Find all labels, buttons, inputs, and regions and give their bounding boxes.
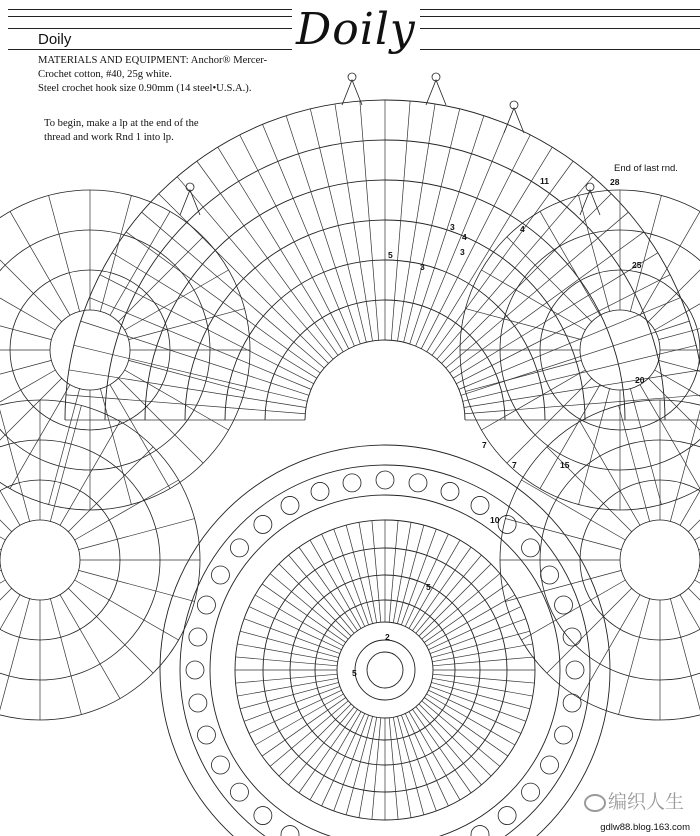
stitch-line	[670, 599, 700, 715]
end-of-round-note: End of last rnd.	[614, 163, 678, 174]
stitch-line	[69, 370, 306, 408]
round-number-label: 7	[482, 440, 487, 450]
picot-loop	[211, 756, 229, 774]
stitch-line	[359, 522, 377, 622]
stitch-line	[424, 698, 508, 757]
stitch-line	[619, 599, 650, 715]
picot-loop	[498, 515, 516, 533]
stitch-line	[427, 147, 552, 352]
materials-line: Steel crochet hook size 0.90mm (14 steel•U.S.A.).	[38, 83, 252, 94]
watermark-text: 编织人生	[607, 791, 684, 813]
round-number-label: 4	[462, 232, 467, 242]
pineapple-tip	[426, 80, 446, 105]
picot-loop	[197, 726, 215, 744]
picot-loop	[522, 783, 540, 801]
stitch-line	[421, 135, 530, 349]
round-number-label: 15	[560, 460, 570, 470]
stitch-line	[270, 574, 348, 640]
stitch-line	[335, 104, 373, 341]
picot-loop	[189, 694, 207, 712]
round-number-label: 3	[450, 222, 455, 232]
stitch-line	[255, 595, 343, 646]
stitch-line	[619, 405, 650, 521]
materials-text	[38, 54, 328, 96]
picot-loop	[566, 661, 584, 679]
stitch-line	[129, 309, 245, 340]
round-number-label: 11	[540, 176, 549, 186]
stitch-line	[240, 135, 349, 349]
stitch-line	[433, 674, 535, 683]
fan-arc	[305, 340, 465, 420]
round-number-label: 3	[460, 247, 465, 257]
stitch-line	[100, 389, 131, 505]
stitch-line	[410, 116, 484, 344]
picot-loop	[555, 726, 573, 744]
round-number-label: 10	[490, 515, 500, 525]
picot-loop	[281, 496, 299, 514]
picot-loop	[541, 566, 559, 584]
picot-loop	[541, 756, 559, 774]
stitch-line	[389, 718, 398, 820]
picot-loop	[230, 783, 248, 801]
stitch-line	[416, 555, 482, 633]
stitch-line	[389, 521, 398, 623]
stitch-line	[159, 194, 329, 364]
stitch-line	[236, 674, 338, 683]
stitch-line	[579, 389, 610, 505]
picot-loop	[189, 628, 207, 646]
stitch-line	[648, 378, 700, 463]
stitch-line	[255, 694, 343, 745]
stitch-line	[289, 555, 355, 633]
stitch-line	[424, 584, 508, 643]
instructions-line: thread and work Rnd 1 into lp.	[44, 132, 174, 143]
picot-loop	[211, 566, 229, 584]
picot-loop	[522, 539, 540, 557]
stitch-line	[398, 104, 436, 341]
stitch-line	[505, 570, 621, 601]
stitch-line	[310, 712, 361, 800]
stitch-line	[427, 595, 515, 646]
stitch-line	[237, 644, 337, 662]
stitch-line	[393, 522, 411, 622]
round-number-label: 5	[352, 668, 357, 678]
picot-loop	[230, 539, 248, 557]
materials-line: MATERIALS AND EQUIPMENT: Anchor® Mercer-	[38, 55, 268, 66]
stitch-line	[437, 177, 593, 359]
stitch-line	[0, 519, 1, 550]
round-number-label: 28	[610, 177, 620, 187]
stitch-line	[286, 116, 360, 344]
stitch-line	[0, 599, 30, 715]
site-url: gdlw88.blog.163.com	[600, 822, 690, 833]
round-number-label: 5	[388, 250, 393, 260]
stitch-line	[416, 707, 482, 785]
round-number-label: 5	[426, 582, 431, 592]
picot-loop	[254, 515, 272, 533]
stitch-line	[50, 405, 81, 521]
stitch-line	[49, 389, 80, 505]
stitch-line	[461, 321, 689, 395]
picot-loop	[254, 807, 272, 825]
stitch-line	[446, 212, 628, 368]
stitch-line	[409, 712, 460, 800]
stitch-line	[409, 540, 460, 628]
picot-loop	[555, 596, 573, 614]
wechat-icon	[584, 794, 606, 812]
stitch-line	[142, 212, 324, 368]
side-motif-ring	[0, 520, 80, 600]
instructions-line: To begin, make a lp at the end of the	[44, 118, 199, 129]
stitch-line	[100, 195, 131, 311]
stitch-line	[422, 574, 500, 640]
stitch-line	[270, 701, 348, 767]
stitch-line	[359, 717, 377, 817]
picot-loop	[197, 596, 215, 614]
stitch-line	[299, 709, 358, 793]
picot-loop	[281, 826, 299, 836]
stitch-line	[432, 644, 532, 662]
picot-loop	[471, 826, 489, 836]
picot-loop	[563, 628, 581, 646]
stitch-line	[49, 195, 80, 311]
stitch-line	[262, 584, 346, 643]
picot-loop	[311, 482, 329, 500]
script-title: Doily	[292, 0, 420, 60]
stitch-line	[79, 570, 195, 601]
stitch-line	[289, 707, 355, 785]
stitch-line	[299, 547, 358, 631]
pineapple-tip	[504, 108, 524, 133]
stitch-line	[177, 177, 333, 359]
stitch-line	[236, 657, 338, 666]
stitch-line	[237, 678, 337, 696]
pineapple-tip	[180, 190, 200, 215]
stitch-line	[427, 694, 515, 745]
stitch-line	[432, 678, 532, 696]
stitch-line	[372, 521, 381, 623]
picot-loop	[186, 661, 204, 679]
picot-loop	[471, 496, 489, 514]
stitch-line	[630, 389, 661, 505]
round-number-label: 25	[632, 260, 642, 270]
stitch-line	[218, 147, 343, 352]
round-ring	[367, 652, 403, 688]
stitch-line	[50, 599, 81, 715]
picot-loop	[498, 807, 516, 825]
page-heading: Doily	[38, 31, 72, 48]
stitch-line	[0, 405, 30, 521]
stitch-line	[100, 275, 314, 384]
round-number-label: 7	[512, 460, 517, 470]
stitch-line	[505, 519, 621, 550]
stitch-line	[129, 360, 245, 391]
round-number-label: 20	[635, 375, 645, 385]
stitch-line	[393, 717, 411, 817]
stitch-line	[112, 253, 317, 378]
stitch-line	[413, 547, 472, 631]
picot-loop	[343, 474, 361, 492]
stitch-line	[0, 570, 1, 601]
picot-loop	[409, 474, 427, 492]
watermark	[582, 787, 686, 814]
stitch-line	[79, 519, 195, 550]
round-ring	[355, 640, 415, 700]
stitch-line	[433, 657, 535, 666]
materials-line: Crochet cotton, #40, 25g white.	[38, 69, 172, 80]
stitch-line	[422, 701, 500, 767]
round-number-label: 4	[520, 224, 525, 234]
picot-loop	[563, 694, 581, 712]
stitch-line	[579, 195, 610, 311]
picot-loop	[441, 482, 459, 500]
instructions-text	[44, 117, 274, 145]
round-number-label: 3	[420, 262, 425, 272]
stitch-line	[310, 540, 361, 628]
side-motif-ring	[620, 520, 700, 600]
picot-loop	[376, 471, 394, 489]
stitch-line	[372, 718, 381, 820]
stitch-line	[442, 194, 612, 364]
stitch-line	[456, 275, 670, 384]
round-number-label: 2	[385, 632, 390, 642]
stitch-line	[413, 709, 472, 793]
stitch-line	[262, 698, 346, 757]
stitch-line	[81, 321, 309, 395]
